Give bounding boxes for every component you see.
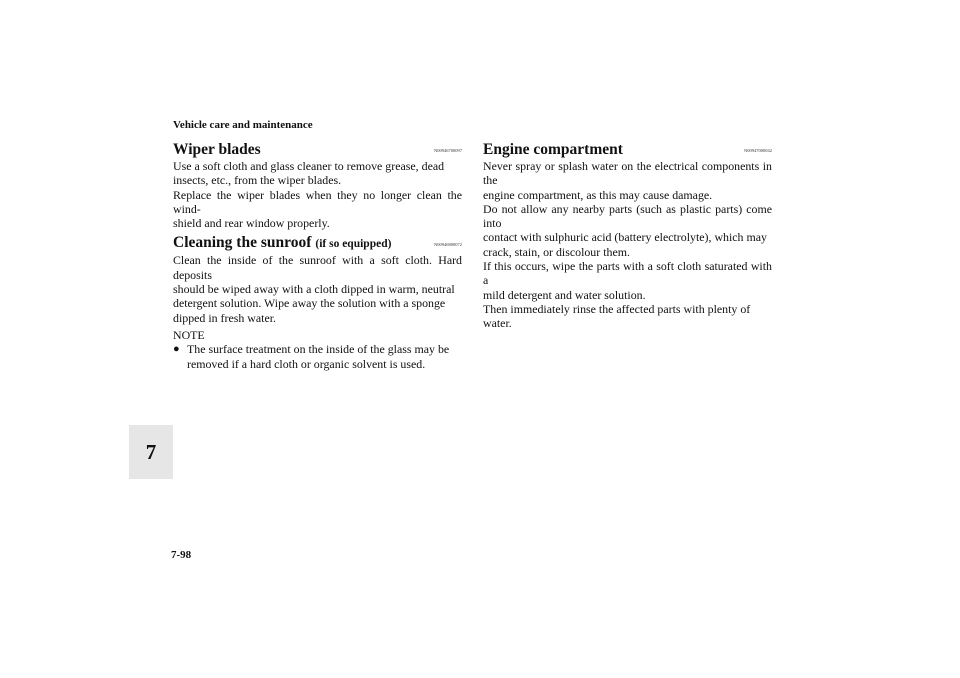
wiper-heading-row xyxy=(173,138,462,158)
sunroof-line: Clean the inside of the sunroof with a soft cloth. Hard deposits xyxy=(173,253,462,282)
sunroof-heading-row xyxy=(173,232,462,252)
engine-compartment-heading: Engine compartment xyxy=(483,140,623,158)
wiper-line: shield and rear window properly. xyxy=(173,216,330,231)
chapter-tab xyxy=(129,425,173,479)
note-bullet-text xyxy=(187,342,462,371)
note-line: The surface treatment on the inside of the glass may be xyxy=(187,342,450,357)
sunroof-heading-suffix: (if so equipped) xyxy=(315,238,392,251)
note-bullet-item xyxy=(173,342,462,371)
engine-body xyxy=(483,159,772,331)
engine-line: contact with sulphuric acid (battery electrolyte), which may xyxy=(483,230,767,245)
running-header: Vehicle care and maintenance xyxy=(173,119,313,131)
engine-line: crack, stain, or discolour them. xyxy=(483,244,630,259)
sunroof-line: dipped in fresh water. xyxy=(173,310,277,325)
note-label: NOTE xyxy=(173,327,205,342)
bullet-icon: ● xyxy=(173,343,180,356)
page-number: 7-98 xyxy=(171,549,192,561)
engine-line: mild detergent and water solution. xyxy=(483,287,646,302)
right-column xyxy=(483,138,772,331)
engine-line: Never spray or splash water on the electrical components in the xyxy=(483,159,772,188)
wiper-line: insects, etc., from the wiper blades. xyxy=(173,173,342,188)
wiper-blades-heading: Wiper blades xyxy=(173,140,261,158)
left-column xyxy=(173,138,462,371)
note-line: removed if a hard cloth or organic solvent is used. xyxy=(187,356,426,371)
wiper-body xyxy=(173,159,462,230)
engine-section-code: N00947000042 xyxy=(744,147,772,153)
sunroof-body xyxy=(173,253,462,324)
wiper-line: Use a soft cloth and glass cleaner to remove grease, dead xyxy=(173,159,445,173)
chapter-number: 7 xyxy=(145,439,157,464)
sunroof-heading-text: Cleaning the sunroof xyxy=(173,234,312,252)
engine-line: If this occurs, wipe the parts with a soft cloth saturated with a xyxy=(483,259,772,288)
wiper-section-code: N00946700097 xyxy=(434,147,462,153)
sunroof-section-code: N00946800072 xyxy=(434,242,462,248)
engine-heading-row xyxy=(483,138,772,158)
engine-line: Then immediately rinse the affected parts with plenty of water. xyxy=(483,301,751,331)
sunroof-heading xyxy=(173,236,391,251)
engine-line: Do not allow any nearby parts (such as plastic parts) come into xyxy=(483,201,772,231)
sunroof-line: should be wiped away with a cloth dipped in warm, neutral xyxy=(173,282,455,297)
engine-line: engine compartment, as this may cause damage. xyxy=(483,187,713,202)
wiper-line: Replace the wiper blades when they no longer clean the wind- xyxy=(173,187,462,216)
sunroof-line: detergent solution. Wipe away the solution with a sponge xyxy=(173,296,446,311)
